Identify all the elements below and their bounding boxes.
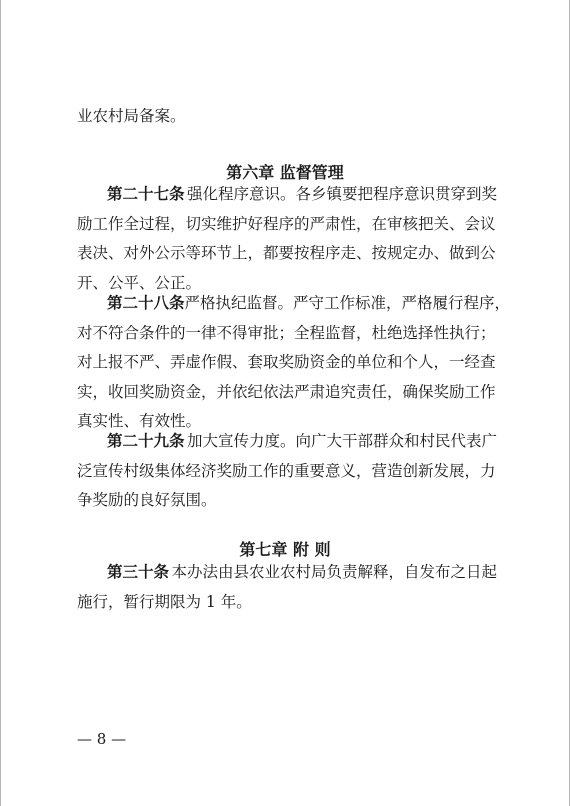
article-28	[77, 289, 511, 437]
article-29-line-3: 争奖励的良好氛围。	[77, 491, 217, 509]
article-28-line-1	[77, 289, 511, 319]
intro-paragraph	[77, 102, 497, 132]
article-27	[77, 180, 497, 298]
article-30-text: 本办法由县农业农村局负责解释，自发布之日起	[171, 563, 497, 581]
article-27-line-3: 表决、对外公示等环节上，都要按程序走、按规定办、做到公	[77, 244, 496, 262]
article-28-line-4: 实，收回奖励资金，并依纪依法严肃追究责任，确保奖励工作	[77, 382, 496, 401]
article-28-line-5: 真实性、有效性。	[77, 412, 202, 430]
article-29	[77, 427, 497, 516]
article-30-line-1	[77, 558, 497, 588]
article-30	[77, 558, 497, 617]
chapter-6-heading: 第六章 监督管理	[226, 163, 344, 182]
article-29-line-2: 泛宣传村级集体经济奖励工作的重要意义，营造创新发展，力	[77, 461, 496, 480]
intro-line: 业农村局备案。	[77, 107, 186, 125]
article-30-title: 第三十条	[107, 563, 170, 581]
article-27-line-2: 励工作全过程，切实维护好程序的严肃性，在审核把关、会议	[77, 214, 496, 233]
article-27-title: 第二十七条	[107, 185, 185, 203]
article-28-line-3: 对上报不严、弄虚作假、套取奖励资金的单位和个人，一经查	[77, 353, 496, 371]
article-30-line-2: 施行，暂行期限为 1 年。	[77, 592, 252, 611]
page-number: — 8 —	[77, 730, 127, 748]
page-border-left	[0, 0, 1, 806]
article-28-text: 严格执纪监督。严守工作标准，严格履行程序，	[184, 294, 511, 312]
article-28-title: 第二十八条	[107, 294, 185, 312]
article-27-line-1	[77, 180, 497, 210]
article-27-line-4: 开、公平、公正。	[77, 273, 202, 292]
chapter-7-heading: 第七章 附 则	[239, 540, 331, 559]
article-28-line-2: 对不符合条件的一律不得审批；全程监督，杜绝选择性执行；	[77, 323, 496, 342]
article-29-text: 加大宣传力度。向广大干部群众和村民代表广	[186, 432, 497, 450]
article-29-title: 第二十九条	[107, 432, 185, 450]
article-27-text: 强化程序意识。各乡镇要把程序意识贯穿到奖	[186, 185, 497, 203]
article-29-line-1	[77, 427, 497, 457]
